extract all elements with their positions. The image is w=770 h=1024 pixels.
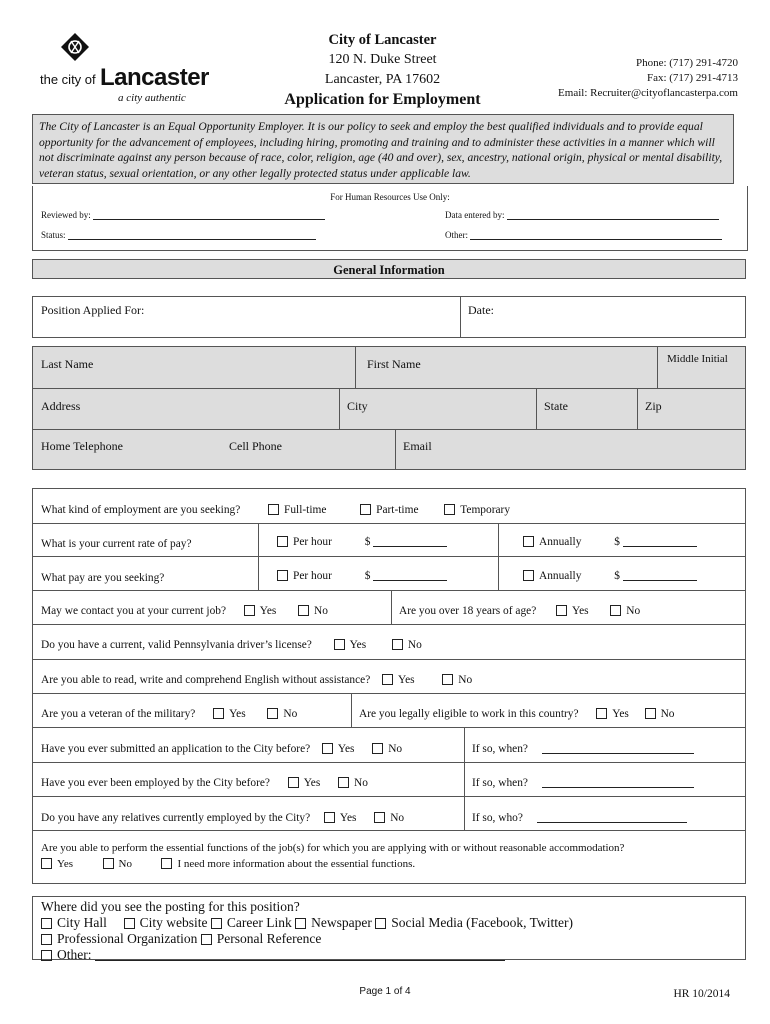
seeking-pay-hourly: Per hour $ <box>269 564 455 588</box>
contact-yes-checkbox[interactable] <box>244 605 255 616</box>
part-time-checkbox[interactable] <box>360 504 371 515</box>
street: 120 N. Duke Street <box>328 52 437 67</box>
employed-when-field[interactable]: If so, when? <box>464 771 702 795</box>
form-code: HR 10/2014 <box>673 988 730 1000</box>
state-input[interactable]: State <box>544 399 568 413</box>
veteran-yes-checkbox[interactable] <box>213 708 224 719</box>
posting-source-box: Where did you see the posting for this position? City Hall City website Career Link Newspaper Social Media (Facebook, Twitter) Professional Organization Personal Reference Other: <box>32 896 746 960</box>
section-title: General Information <box>32 259 746 279</box>
submitted-before-row: Have you ever submitted an application to the City before? Yes No <box>41 743 403 755</box>
license-no-checkbox[interactable] <box>392 639 403 650</box>
contact-job-row: May we contact you at your current job? Yes No <box>41 605 328 617</box>
phone: Phone: (717) 291-4720 <box>635 57 738 69</box>
address-input[interactable]: Address <box>41 399 81 413</box>
fax: Fax: (717) 291-4713 <box>646 72 738 84</box>
veteran-no-checkbox[interactable] <box>267 708 278 719</box>
city-input[interactable]: City <box>347 399 368 413</box>
current-annual-amount[interactable] <box>623 546 697 547</box>
header-contact <box>558 56 738 101</box>
header-address <box>260 30 505 110</box>
essential-yes-checkbox[interactable] <box>41 858 52 869</box>
current-pay-hourly: Per hour $ <box>269 530 455 554</box>
veteran-row: Are you a veteran of the military? Yes No <box>41 708 298 720</box>
over-18-row: Are you over 18 years of age? Yes No <box>399 605 641 617</box>
reviewed-by-label: Reviewed by: <box>41 210 91 220</box>
newspaper-checkbox[interactable] <box>295 918 306 929</box>
position-input[interactable]: Position Applied For: <box>41 303 145 317</box>
current-pay-annual: Annually $ <box>515 530 705 554</box>
date-input[interactable]: Date: <box>468 303 494 317</box>
personal-reference-checkbox[interactable] <box>201 934 212 945</box>
career-link-checkbox[interactable] <box>211 918 222 929</box>
date-entered-label: Data entered by: <box>445 210 505 220</box>
full-time-checkbox[interactable] <box>268 504 279 515</box>
hr-use-box <box>32 186 748 251</box>
contact-no-checkbox[interactable] <box>298 605 309 616</box>
other-label: Other: <box>445 230 468 240</box>
contact-block <box>32 346 746 470</box>
pay-seeking-label: What pay are you seeking? <box>41 572 165 584</box>
essential-no-checkbox[interactable] <box>103 858 114 869</box>
submitted-when-field[interactable]: If so, when? <box>464 737 702 761</box>
last-name-input[interactable]: Last Name <box>41 357 94 371</box>
zip-input[interactable]: Zip <box>645 399 662 413</box>
employed-no-checkbox[interactable] <box>338 777 349 788</box>
hr-title: For Human Resources Use Only: <box>330 192 450 202</box>
eligible-no-checkbox[interactable] <box>645 708 656 719</box>
seeking-per-hour-checkbox[interactable] <box>277 570 288 581</box>
city-state: Lancaster, PA 17602 <box>324 72 441 87</box>
date-entered-field[interactable] <box>445 210 719 220</box>
status-label: Status: <box>41 230 66 240</box>
submitted-no-checkbox[interactable] <box>372 743 383 754</box>
seeking-annual-amount[interactable] <box>623 580 697 581</box>
temporary-checkbox[interactable] <box>444 504 455 515</box>
seeking-pay-annual: Annually $ <box>515 564 705 588</box>
essential-functions-row: Are you able to perform the essential functions of the job(s) for which you are applying with or without reasonable accommodation? Yes No I need more information about the essential functions. <box>41 842 625 870</box>
more-info-checkbox[interactable] <box>161 858 172 869</box>
seeking-hourly-amount[interactable] <box>373 580 447 581</box>
over-18-yes-checkbox[interactable] <box>556 605 567 616</box>
reviewed-by-field[interactable] <box>41 210 325 220</box>
city-hall-checkbox[interactable] <box>41 918 52 929</box>
home-telephone-input[interactable]: Home Telephone <box>41 439 123 453</box>
current-pay-label: What is your current rate of pay? <box>41 538 192 550</box>
city-logo <box>36 28 209 108</box>
over-18-no-checkbox[interactable] <box>610 605 621 616</box>
first-name-input[interactable]: First Name <box>367 357 421 371</box>
cell-phone-input[interactable]: Cell Phone <box>229 439 282 453</box>
seeking-annually-checkbox[interactable] <box>523 570 534 581</box>
license-yes-checkbox[interactable] <box>334 639 345 650</box>
relatives-who-field[interactable]: If so, who? <box>464 806 695 830</box>
social-media-checkbox[interactable] <box>375 918 386 929</box>
employed-yes-checkbox[interactable] <box>288 777 299 788</box>
page-number: Page 1 of 4 <box>359 986 411 997</box>
english-row: Are you able to read, write and comprehend English without assistance? Yes No <box>41 674 473 686</box>
employed-before-row: Have you ever been employed by the City before? Yes No <box>41 777 368 789</box>
english-no-checkbox[interactable] <box>442 674 453 685</box>
eligible-row: Are you legally eligible to work in this country? Yes No <box>359 708 675 720</box>
logo-text-small: the city of <box>40 72 96 87</box>
professional-org-checkbox[interactable] <box>41 934 52 945</box>
relatives-no-checkbox[interactable] <box>374 812 385 823</box>
city-seal-icon <box>60 32 90 62</box>
city-website-checkbox[interactable] <box>124 918 135 929</box>
other-source-input[interactable] <box>95 960 505 961</box>
license-row: Do you have a current, valid Pennsylvania driver’s license? Yes No <box>41 639 422 651</box>
employment-kind-row: What kind of employment are you seeking? Full-time Part-time Temporary <box>41 504 511 516</box>
other-field[interactable] <box>445 230 722 240</box>
eeo-statement: The City of Lancaster is an Equal Opportunity Employer. It is our policy to seek and employ the best qualified individuals and to provide equal opportunity for the advancement of employees, including hiring, promoting and training and to administer these activities in a manner which will not discriminate against any person because of race, color, religion, age (40 and over), sex, ancestry, national origin, physical or mental disability, veteran status, sexual orientation, or any other legally protected status under applicable law. <box>32 114 734 184</box>
other-source-checkbox[interactable] <box>41 950 52 961</box>
logo-text-big: Lancaster <box>100 64 209 91</box>
submitted-yes-checkbox[interactable] <box>322 743 333 754</box>
relatives-row: Do you have any relatives currently employed by the City? Yes No <box>41 812 405 824</box>
eligible-yes-checkbox[interactable] <box>596 708 607 719</box>
english-yes-checkbox[interactable] <box>382 674 393 685</box>
email-input[interactable]: Email <box>403 439 432 453</box>
logo-tagline: a city authentic <box>118 92 186 104</box>
current-hourly-amount[interactable] <box>373 546 447 547</box>
current-per-hour-checkbox[interactable] <box>277 536 288 547</box>
questions-block <box>32 488 746 884</box>
email-contact: Email: Recruiter@cityoflancasterpa.com <box>558 87 738 99</box>
current-annually-checkbox[interactable] <box>523 536 534 547</box>
position-row <box>32 296 746 338</box>
document-title: Application for Employment <box>284 91 481 108</box>
status-field[interactable] <box>41 230 316 240</box>
relatives-yes-checkbox[interactable] <box>324 812 335 823</box>
middle-initial-input[interactable]: Middle Initial <box>667 353 728 365</box>
org-name: City of Lancaster <box>328 32 437 48</box>
posting-question: Where did you see the posting for this position? <box>41 899 300 914</box>
